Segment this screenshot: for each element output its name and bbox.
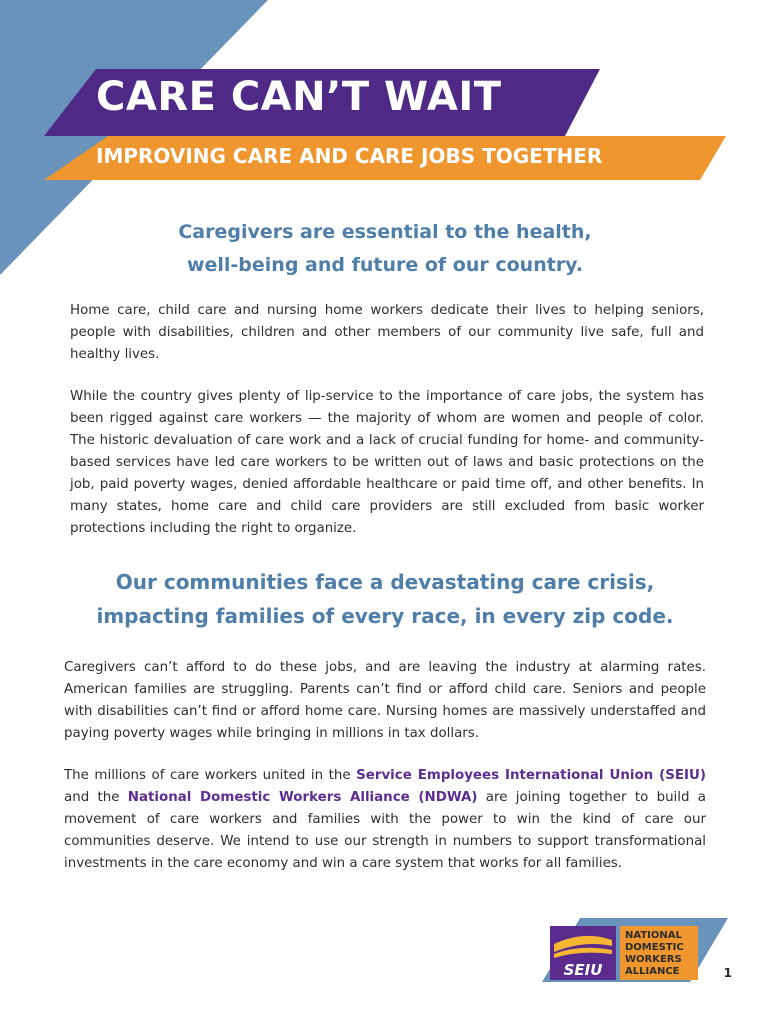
seiu-logo-text: SEIU [563, 961, 603, 979]
page-number: 1 [723, 966, 732, 980]
paragraph-seiu-ndwa [64, 765, 706, 875]
page-title: CARE CAN’T WAIT [96, 74, 502, 120]
heading-line: Our communities face a devastating care crisis, [115, 570, 655, 594]
seiu-org-name: Service Employees International Union (SEIU) [356, 768, 706, 783]
heading-line: well-being and future of our country. [186, 254, 584, 276]
partner-logos [540, 910, 730, 990]
heading-line: Caregivers are essential to the health, [178, 221, 592, 243]
paragraph-text: The millions of care workers united in the [64, 768, 357, 783]
ndwa-logo-text: WORKERS [625, 954, 682, 965]
ndwa-logo-text: NATIONAL [625, 930, 682, 941]
paragraph-lip-service: While the country gives plenty of lip-service to the importance of care jobs, the system has been rigged against care workers — the majority of whom are women and people of color. The historic devaluation of care work and a lack of crucial funding for home- and community-based services have led care workers to be written out of laws and basic protections on the job, paid poverty wages, denied affordable healthcare or paid time off, and other benefits. In many states, home care and child care providers are still excluded from basic worker protections including the right to organize. [70, 389, 704, 536]
section-heading-care-crisis [0, 565, 770, 633]
paragraph-care-workers: Home care, child care and nursing home workers dedicate their lives to helping seniors, people with disabilities, children and other members of our community live safe, full and healthy lives. [70, 303, 704, 362]
paragraph-text: and the [64, 790, 128, 805]
ndwa-org-name: National Domestic Workers Alliance (NDWA) [127, 790, 478, 805]
ndwa-logo-text: ALLIANCE [625, 966, 680, 977]
section-heading-caregivers [0, 216, 770, 282]
ndwa-logo [620, 926, 698, 980]
seiu-logo [550, 926, 616, 980]
page-subtitle: IMPROVING CARE AND CARE JOBS TOGETHER [96, 144, 603, 168]
ndwa-logo-text: DOMESTIC [625, 942, 684, 953]
paragraph-caregivers-leaving: Caregivers can’t afford to do these jobs, and are leaving the industry at alarming rates. American families are struggling. Parents can’t find or afford child care. Seniors and people with disabilities can’t find or afford home care. Nursing homes are massively understaffed and paying poverty wages while bringing in millions in tax dollars. [64, 660, 706, 741]
paragraph-text: are joining together to build a movement of care workers and families with the power to win the kind of care our communities deserve. We intend to use our strength in numbers to support transformational investments in the care economy and win a care system that works for all families. [64, 790, 706, 871]
heading-line: impacting families of every race, in every zip code. [96, 604, 674, 628]
